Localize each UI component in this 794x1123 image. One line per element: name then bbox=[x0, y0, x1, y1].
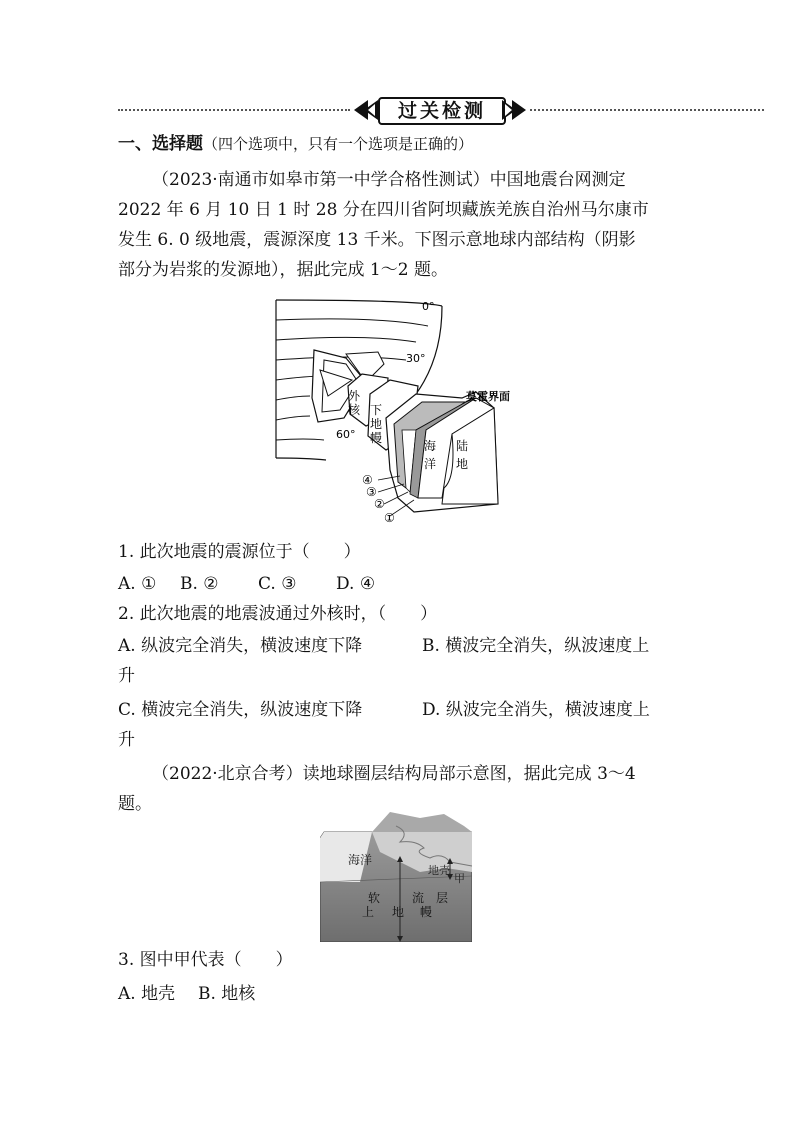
marker-3: ③ bbox=[366, 485, 377, 499]
label-moho: 莫霍界面 bbox=[466, 390, 510, 403]
label-soft-2: 流 bbox=[412, 891, 425, 905]
double-chevron-left-icon bbox=[354, 98, 378, 122]
q2-option-d-cont: 升 bbox=[118, 730, 135, 750]
passage2-line1: （2022·北京合考）读地球圈层结构局部示意图，据此完成 3～4 bbox=[152, 764, 636, 784]
label-jia: 甲 bbox=[454, 872, 465, 885]
passage1-line3: 发生 6. 0 级地震，震源深度 13 千米。下图示意地球内部结构（阴影 bbox=[118, 230, 636, 250]
label-mantle-3: 幔 bbox=[420, 905, 433, 919]
label-60-degree: 60° bbox=[336, 428, 356, 441]
label-ocean-1: 海 bbox=[424, 439, 437, 453]
crust-mantle-figure bbox=[320, 812, 472, 942]
dotted-rule-right bbox=[530, 109, 764, 111]
label-land-2: 地 bbox=[456, 457, 469, 471]
label-mantle-2: 地 bbox=[392, 905, 405, 919]
passage1-line1: （2023·南通市如皋市第一中学合格性测试）中国地震台网测定 bbox=[152, 170, 626, 190]
earth-interior-figure bbox=[266, 298, 528, 530]
label-crust: 地壳 bbox=[428, 864, 450, 877]
section-title: 一、选择题 bbox=[118, 134, 203, 154]
q1-option-b: B. ② bbox=[180, 574, 219, 594]
q1-stem: 1. 此次地震的震源位于（ ） bbox=[118, 542, 361, 562]
label-outer-core-1: 外 bbox=[348, 389, 361, 403]
section-header bbox=[118, 96, 764, 124]
label-soft-3: 层 bbox=[436, 891, 449, 905]
marker-2: ② bbox=[374, 497, 385, 511]
passage1-line4: 部分为岩浆的发源地），据此完成 1～2 题。 bbox=[118, 260, 448, 280]
label-lower-mantle-2: 地 bbox=[370, 417, 383, 431]
label-lower-mantle-1: 下 bbox=[370, 403, 383, 417]
label-land-1: 陆 bbox=[456, 439, 469, 453]
double-chevron-right-icon bbox=[502, 98, 526, 122]
label-soft-1: 软 bbox=[368, 891, 381, 905]
passage1-line2: 2022 年 6 月 10 日 1 时 28 分在四川省阿坝藏族羌族自治州马尔康市 bbox=[118, 200, 649, 220]
q1-option-d: D. ④ bbox=[336, 574, 376, 594]
q1-option-a: A. ① bbox=[118, 574, 157, 594]
label-outer-core-2: 核 bbox=[348, 403, 361, 417]
label-mantle-1: 上 bbox=[362, 905, 375, 919]
q2-option-b: B. 横波完全消失，纵波速度上 bbox=[422, 636, 650, 656]
section-badge-title: 过关检测 bbox=[378, 97, 506, 125]
label-ocean: 海洋 bbox=[348, 853, 373, 867]
q3-option-a: A. 地壳 bbox=[118, 984, 176, 1004]
marker-1: ① bbox=[384, 511, 395, 525]
label-lower-mantle-3: 幔 bbox=[370, 431, 383, 445]
q2-option-d: D. 纵波完全消失，横波速度上 bbox=[422, 700, 650, 720]
label-0-degree: 0° bbox=[422, 300, 435, 313]
marker-4: ④ bbox=[362, 473, 373, 487]
dotted-rule-left bbox=[118, 109, 350, 111]
label-30-degree: 30° bbox=[406, 352, 426, 365]
q2-stem: 2. 此次地震的地震波通过外核时，（ ） bbox=[118, 604, 438, 624]
q3-option-b: B. 地核 bbox=[198, 984, 256, 1004]
q3-stem: 3. 图中甲代表（ ） bbox=[118, 950, 293, 970]
q2-option-a: A. 纵波完全消失，横波速度下降 bbox=[118, 636, 363, 656]
q2-option-c: C. 横波完全消失，纵波速度下降 bbox=[118, 700, 363, 720]
q1-option-c: C. ③ bbox=[258, 574, 297, 594]
label-ocean-2: 洋 bbox=[424, 457, 437, 471]
section-note: （四个选项中，只有一个选项是正确的） bbox=[203, 135, 474, 153]
section-badge bbox=[354, 96, 526, 124]
section-title-line bbox=[118, 132, 473, 156]
q2-option-b-cont: 升 bbox=[118, 666, 135, 686]
passage2-line2: 题。 bbox=[118, 794, 152, 814]
